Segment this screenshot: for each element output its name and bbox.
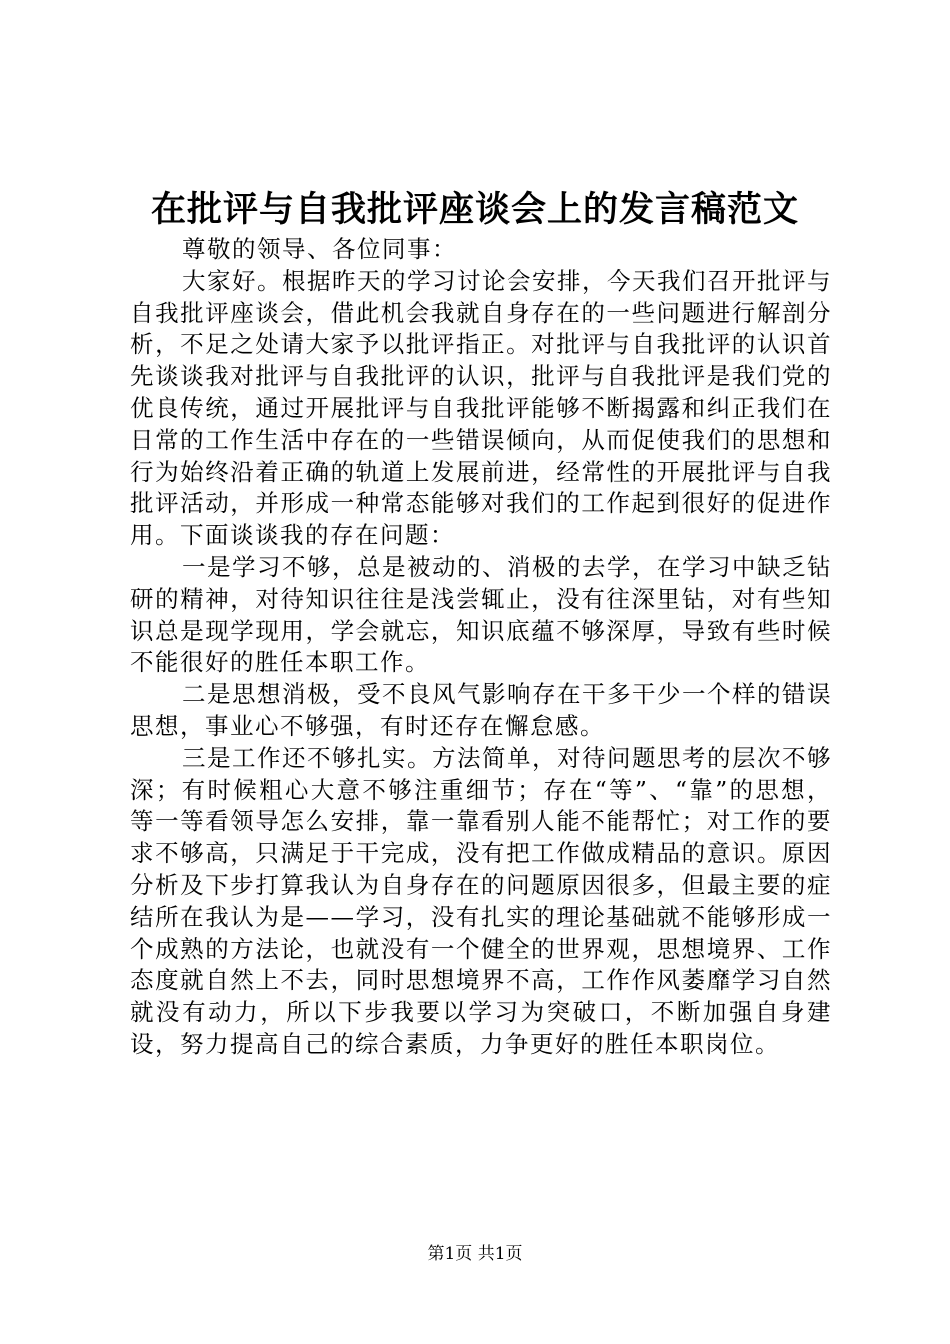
salutation-paragraph: 尊敬的领导、各位同事： — [182, 235, 457, 263]
page-footer: 第1页 共1页 — [427, 1244, 523, 1264]
intro-paragraph: 大家好。根据昨天的学习讨论会安排，今天我们召开批评与自我批评座谈会，借此机会我就自身存在的一些问题进行解剖分析，不足之处请大家予以批评指正。对批评与自我批评的认识首先谈谈我对批评与自我批评的认识，批评与自我批评是我们党的优良传统，通过开展批评与自我批评能够不断揭露和纠正我们在日常的工作生活中存在的一些错误倾向，从而促使我们的思想和行为始终沿着正确的轨道上发展前进，经常性的开展批评与自我批评活动，并形成一种常态能够对我们的工作起到很好的促进作用。下面谈谈我的存在问题： — [130, 266, 832, 550]
document-title: 在批评与自我批评座谈会上的发言稿范文 — [150, 189, 799, 230]
document-body — [130, 234, 832, 1061]
problem-two-paragraph: 二是思想消极，受不良风气影响存在干多干少一个样的错误思想，事业心不够强，有时还存在懈怠感。 — [130, 680, 832, 740]
problem-one-paragraph: 一是学习不够，总是被动的、消极的去学，在学习中缺乏钻研的精神，对待知识往往是浅尝辄止，没有往深里钻，对有些知识总是现学现用，学会就忘，知识底蕴不够深厚，导致有些时候不能很好的胜任本职工作。 — [130, 552, 832, 677]
problem-three-paragraph: 三是工作还不够扎实。方法简单，对待问题思考的层次不够深；有时候粗心大意不够注重细节；存在“等”、“靠”的思想，等一等看领导怎么安排，靠一靠看别人能不能帮忙；对工作的要求不够高，只满足于干完成，没有把工作做成精品的意识。原因分析及下步打算我认为自身存在的问题原因很多，但最主要的症结所在我认为是——学习，没有扎实的理论基础就不能够形成一个成熟的方法论，也就没有一个健全的世界观，思想境界、工作态度就自然上不去，同时思想境界不高，工作作风萎靡学习自然就没有动力，所以下步我要以学习为突破口，不断加强自身建设，努力提高自己的综合素质，力争更好的胜任本职岗位。 — [130, 743, 832, 1058]
